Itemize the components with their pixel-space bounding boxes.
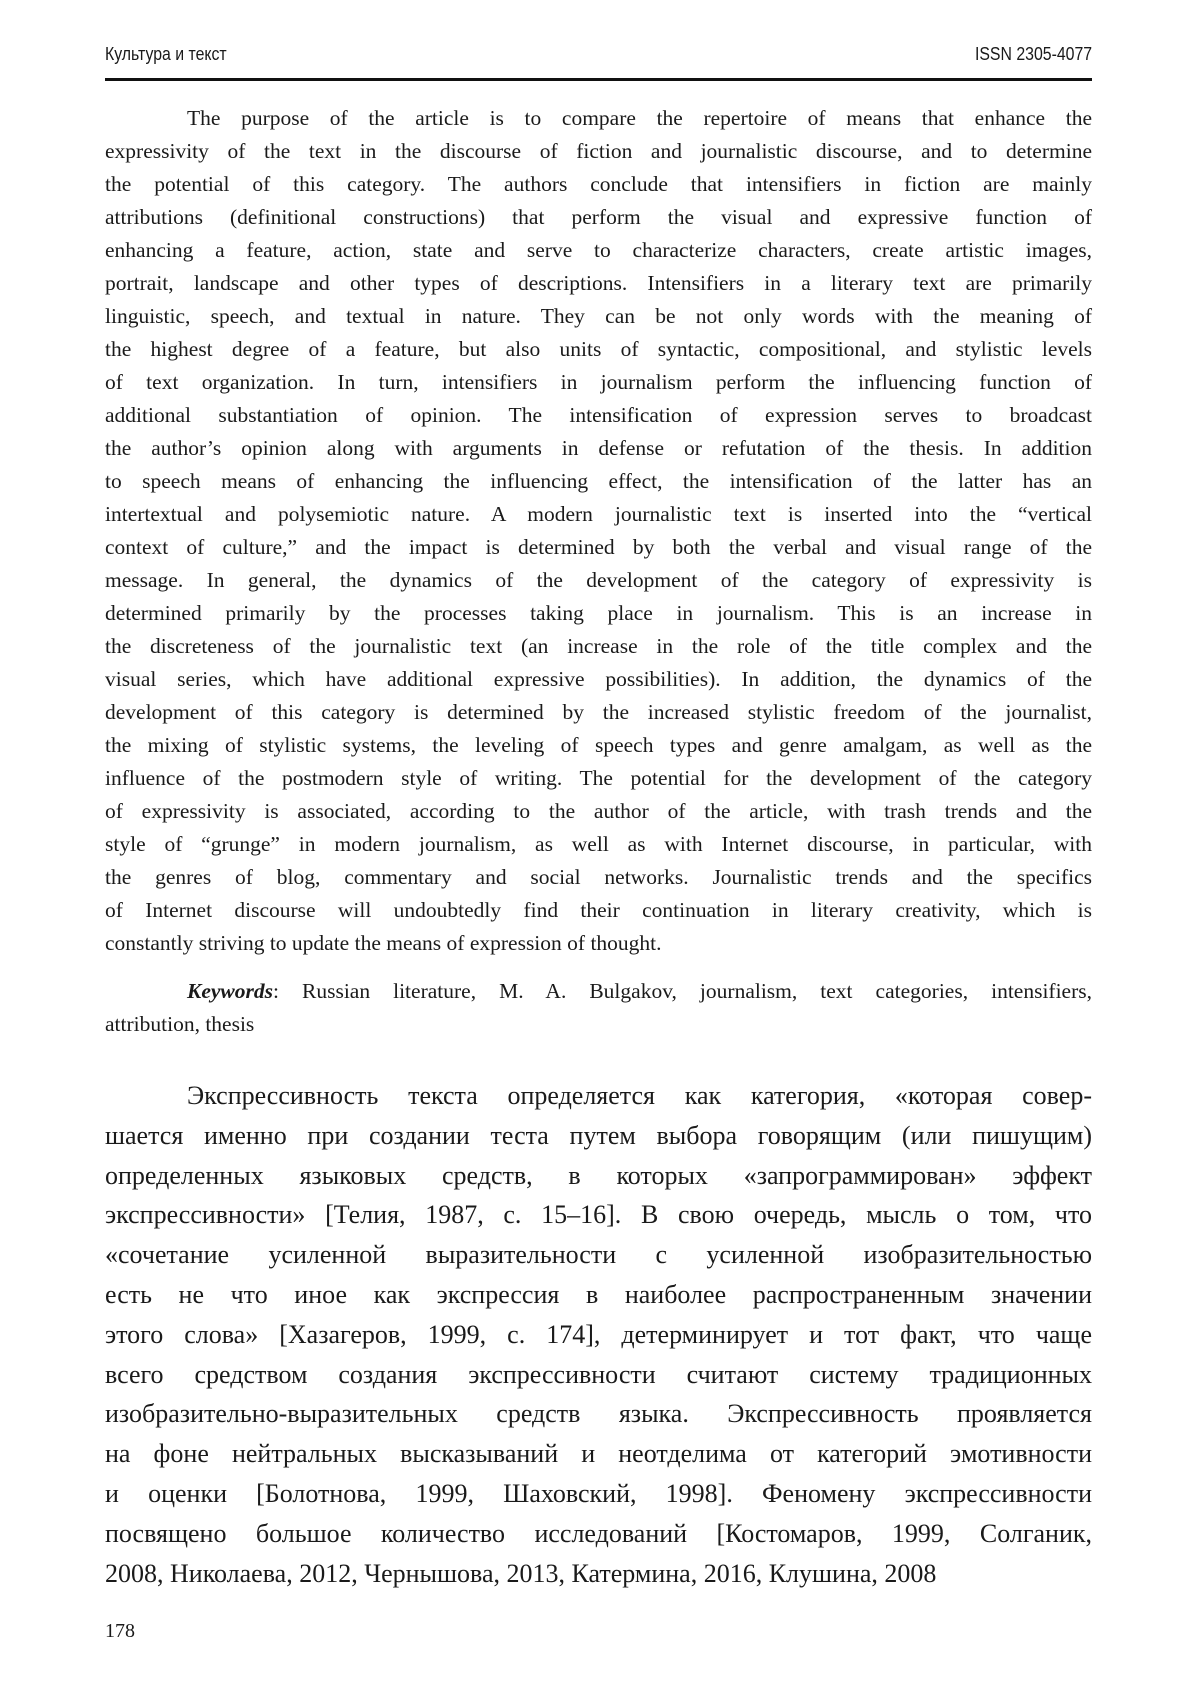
keywords-list: : Russian literature, M. A. Bulgakov, journalism, text categories, intensifiers, [273,979,1092,1003]
body-line: экспрессивности» [Телия, 1987, с. 15–16]. В свою очередь, мысль о том, что [105,1200,1092,1230]
body-line: 2008, Николаева, 2012, Чернышова, 2013, Катермина, 2016, Клушина, 2008 [105,1558,937,1588]
keywords-line: attribution, thesis [105,1012,255,1036]
abstract-line: enhancing a feature, action, state and serve to characterize characters, create artistic images, [105,238,1092,262]
body-line: посвящено большое количество исследований [Костомаров, 1999, Солганик, [105,1518,1092,1548]
abstract-line: determined primarily by the processes taking place in journalism. This is an increase in [105,601,1092,625]
body-paragraph [105,1076,1092,1593]
body-line: этого слова» [Хазагеров, 1999, с. 174], детерминирует и тот факт, что чаще [105,1319,1092,1349]
abstract-line: additional substantiation of opinion. The intensification of expression serves to broadcast [105,403,1092,427]
abstract-line: the highest degree of a feature, but also units of syntactic, compositional, and stylistic levels [105,337,1092,361]
abstract-line: constantly striving to update the means of expression of thought. [105,931,662,955]
abstract-line: linguistic, speech, and textual in nature. They can be not only words with the meaning of [105,304,1092,328]
body-line: всего средством создания экспрессивности считают систему традиционных [105,1359,1092,1389]
journal-title: Культура и текст [105,44,227,64]
abstract-line: the discreteness of the journalistic text (an increase in the role of the title complex and the [105,634,1092,658]
abstract-line: development of this category is determined by the increased stylistic freedom of the journalist, [105,700,1092,724]
abstract-line: the genres of blog, commentary and social networks. Journalistic trends and the specifics [105,865,1092,889]
abstract-line: of text organization. In turn, intensifiers in journalism perform the influencing function of [105,370,1092,394]
keywords-label: Keywords [187,979,273,1003]
header-divider [105,78,1092,81]
body-line: Экспрессивность текста определяется как категория, «которая совер- [187,1081,1092,1110]
body-line: изобразительно-выразительных средств языка. Экспрессивность проявляется [105,1399,1092,1429]
abstract-line: the potential of this category. The authors conclude that intensifiers in fiction are mainly [105,172,1092,196]
abstract-line: expressivity of the text in the discourse of fiction and journalistic discourse, and to determine [105,139,1092,163]
abstract [105,102,1092,960]
body-line: определенных языковых средств, в которых «запрограммирован» эффект [105,1160,1092,1190]
abstract-line: influence of the postmodern style of writing. The potential for the development of the category [105,766,1092,790]
page-number: 178 [105,1620,135,1642]
body-line: и оценки [Болотнова, 1999, Шаховский, 1998]. Феномену экспрессивности [105,1478,1092,1508]
abstract-line: visual series, which have additional expressive possibilities). In addition, the dynamics of the [105,667,1092,691]
abstract-line: style of “grunge” in modern journalism, as well as with Internet discourse, in particular, with [105,832,1092,856]
abstract-line: The purpose of the article is to compare the repertoire of means that enhance the [187,106,1092,130]
keywords-line [105,975,1092,1008]
abstract-line: of expressivity is associated, according to the author of the article, with trash trends and the [105,799,1092,823]
body-line: «сочетание усиленной выразительности с усиленной изобразительностью [105,1240,1092,1270]
keywords [105,975,1092,1041]
abstract-line: attributions (definitional constructions) that perform the visual and expressive function of [105,205,1092,229]
abstract-line: the mixing of stylistic systems, the leveling of speech types and genre amalgam, as well as the [105,733,1092,757]
abstract-line: the author’s opinion along with arguments in defense or refutation of the thesis. In addition [105,436,1092,460]
abstract-line: message. In general, the dynamics of the development of the category of expressivity is [105,568,1092,592]
abstract-line: context of culture,” and the impact is determined by both the verbal and visual range of the [105,535,1092,559]
abstract-line: portrait, landscape and other types of descriptions. Intensifiers in a literary text are primarily [105,271,1092,295]
abstract-line: to speech means of enhancing the influencing effect, the intensification of the latter has an [105,469,1092,493]
issn: ISSN 2305-4077 [974,44,1092,64]
abstract-line: intertextual and polysemiotic nature. A modern journalistic text is inserted into the “vertical [105,502,1092,526]
body-line: на фоне нейтральных высказываний и неотделима от категорий эмотивности [105,1439,1092,1469]
body-line: есть не что иное как экспрессия в наиболее распространенным значении [105,1279,1092,1309]
body-line: шается именно при создании теста путем выбора говорящим (или пишущим) [105,1120,1092,1150]
abstract-line: of Internet discourse will undoubtedly find their continuation in literary creativity, which is [105,898,1092,922]
running-header [105,44,1092,72]
